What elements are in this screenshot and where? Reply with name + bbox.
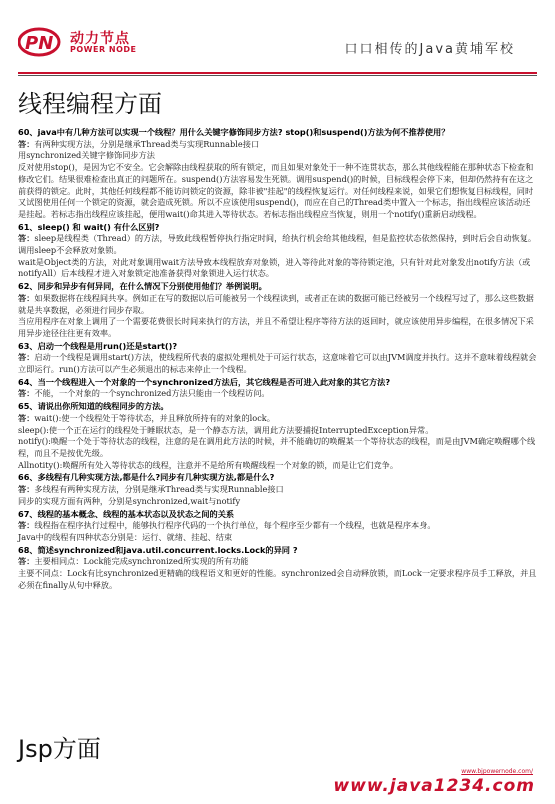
answer-paragraph bbox=[18, 413, 538, 425]
answer-paragraph bbox=[18, 233, 538, 256]
answer-prefix: 答： bbox=[18, 484, 35, 495]
answer-paragraph bbox=[18, 484, 538, 496]
answer-text: 有两种实现方法，分别是继承Thread类与实现Runnable接口 bbox=[34, 138, 260, 149]
body-paragraph: notify():唤醒一个处于等待状态的线程，注意的是在调用此方法的时候，并不能确切的唤醒某一个等待状态的线程，而是由JVM确定唤醒哪个线程，而且不是按优先级。 bbox=[18, 436, 536, 458]
answer-prefix: 答： bbox=[18, 556, 35, 567]
body-paragraph: 主要不同点：Lock有比synchronized更精确的线程语义和更好的性能。synchronized会自动释放锁，而Lock一定要求程序员手工释放，并且必须在finally从句中释放。 bbox=[18, 568, 537, 590]
body-paragraph: 同步的实现方面有两种，分别是synchronized,wait与notify bbox=[18, 495, 241, 506]
answer-text: 线程指在程序执行过程中，能够执行程序代码的一个执行单位，每个程序至少都有一个线程，也就是程序本身。 bbox=[34, 520, 436, 531]
answer-prefix: 答： bbox=[18, 412, 35, 423]
pn-logo-icon bbox=[18, 26, 64, 58]
body-paragraph: 当应用程序在对象上调用了一个需要花费很长时间来执行的方法，并且不希望让程序等待方法的返回时，就应该使用异步编程，在很多情况下采用异步途径往往更有效率。 bbox=[18, 316, 534, 338]
body-paragraph: sleep():使一个正在运行的线程处于睡眠状态，是一个静态方法，调用此方法要捕捉InterruptedException异常。 bbox=[18, 424, 434, 435]
question-heading: 62、同步和异步有何异同，在什么情况下分别使用他们？举例说明。 bbox=[18, 281, 267, 292]
answer-prefix: 答： bbox=[18, 520, 35, 531]
answer-text: sleep是线程类（Thread）的方法，导致此线程暂停执行指定时间，给执行机会给其他线程，但是监控状态依然保持，到时后会自动恢复。调用sleep不会释放对象锁。 bbox=[18, 233, 537, 256]
header-divider bbox=[18, 72, 537, 74]
answer-paragraph bbox=[18, 293, 538, 316]
answer-text: 启动一个线程是调用start()方法，使线程所代表的虚拟处理机处于可运行状态，这意味着它可以由JVM调度并执行。这并不意味着线程就会立即运行。run()方法可以产生必须退出的标志来停止一个线程。 bbox=[18, 352, 537, 375]
power-node-logo bbox=[18, 26, 138, 60]
question-heading: 68、简述synchronized和java.util.concurrent.locks.Lock的异同 ? bbox=[18, 544, 298, 555]
header-divider-thin bbox=[18, 75, 537, 76]
question-heading: 66、多线程有几种实现方法,都是什么?同步有几种实现方法,都是什么? bbox=[18, 472, 275, 483]
qa-content bbox=[18, 126, 538, 591]
footer-url-link[interactable]: www.bjpowernode.com/ bbox=[461, 768, 533, 775]
header-slogan: 口口相传的Java黄埔军校 bbox=[344, 42, 515, 57]
question-heading: 65、请说出你所知道的线程同步的方法。 bbox=[18, 401, 169, 412]
logo-chinese-text: 动力节点 bbox=[70, 31, 130, 47]
body-paragraph: 反对使用stop()，是因为它不安全。它会解除由线程获取的所有锁定，而且如果对象处于一种不连贯状态，那么其他线程能在那种状态下检查和修改它们。结果很难检查出真正的问题所在。suspend()方法容易发生死锁。调用suspend()的时候，目标线程会停下来，但却仍然持有在这之前获得的锁定。此时，其他任何线程都不能访问锁定的资源，除非被"挂起"的线程恢复运行。对任何线程来说，如果它们想恢复目标线程，同时又试图使用任何一个锁定的资源，就会造成死锁。所以不应该使用suspend()，而应在自己的Thread类中置入一个标志，指出线程应该活动还是挂起。若标志指出线程应该挂起，便用wait()命其进入等待状态。若标志指出线程应当恢复，则用一个notify()重新启动线程。 bbox=[18, 162, 534, 219]
answer-text: wait():使一个线程处于等待状态，并且释放所持有的对象的lock。 bbox=[34, 412, 275, 423]
answer-paragraph bbox=[18, 556, 538, 568]
answer-paragraph bbox=[18, 388, 538, 400]
answer-paragraph bbox=[18, 139, 538, 151]
answer-paragraph bbox=[18, 520, 538, 532]
page-header bbox=[0, 0, 555, 82]
question-heading: 67、线程的基本概念、线程的基本状态以及状态之间的关系 bbox=[18, 508, 235, 519]
answer-prefix: 答： bbox=[18, 233, 35, 244]
body-paragraph: wait是Object类的方法，对此对象调用wait方法导致本线程放弃对象锁，进入等待此对象的等待锁定池，只有针对此对象发出notify方法（或notifyAll）后本线程才进入对象锁定池准备获得对象锁进入运行状态。 bbox=[18, 256, 531, 279]
question-heading: 61、sleep() 和 wait() 有什么区别? bbox=[18, 221, 160, 232]
answer-paragraph bbox=[18, 352, 538, 375]
answer-prefix: 答： bbox=[18, 292, 35, 303]
section-title-threads: 线程编程方面 bbox=[18, 90, 162, 118]
body-paragraph: 用synchronized关键字修饰同步方法 bbox=[18, 150, 155, 161]
answer-text: 如果数据将在线程间共享。例如正在写的数据以后可能被另一个线程读到，或者正在读的数据可能已经被另一个线程写过了，那么这些数据就是共享数据，必须进行同步存取。 bbox=[18, 292, 534, 315]
logo-english-text: POWER NODE bbox=[70, 45, 137, 54]
section-title-jsp: Jsp方面 bbox=[18, 735, 101, 763]
question-heading: 63、启动一个线程是用run()还是start()? bbox=[18, 340, 178, 351]
footer-watermark: www.java1234.com bbox=[333, 776, 535, 796]
answer-text: 多线程有两种实现方法，分别是继承Thread类与实现Runnable接口 bbox=[34, 484, 284, 495]
body-paragraph: Java中的线程有四种状态分别是：运行、就绪、挂起、结束 bbox=[18, 531, 233, 542]
answer-text: 主要相同点：Lock能完成synchronized所实现的所有功能 bbox=[34, 556, 249, 567]
answer-prefix: 答： bbox=[18, 352, 35, 363]
answer-prefix: 答： bbox=[18, 388, 35, 399]
question-heading: 60、java中有几种方法可以实现一个线程？用什么关键字修饰同步方法? stop()和suspend()方法为何不推荐使用？ bbox=[18, 127, 450, 137]
body-paragraph: Allnotity():唤醒所有处入等待状态的线程，注意并不是给所有唤醒线程一个对象的锁，而是让它们竞争。 bbox=[18, 459, 399, 470]
question-heading: 64、当一个线程进入一个对象的一个synchronized方法后，其它线程是否可进入此对象的其它方法? bbox=[18, 376, 391, 387]
answer-prefix: 答： bbox=[18, 138, 35, 149]
svg-text:PN: PN bbox=[25, 33, 54, 54]
answer-text: 不能，一个对象的一个synchronized方法只能由一个线程访问。 bbox=[34, 388, 270, 399]
